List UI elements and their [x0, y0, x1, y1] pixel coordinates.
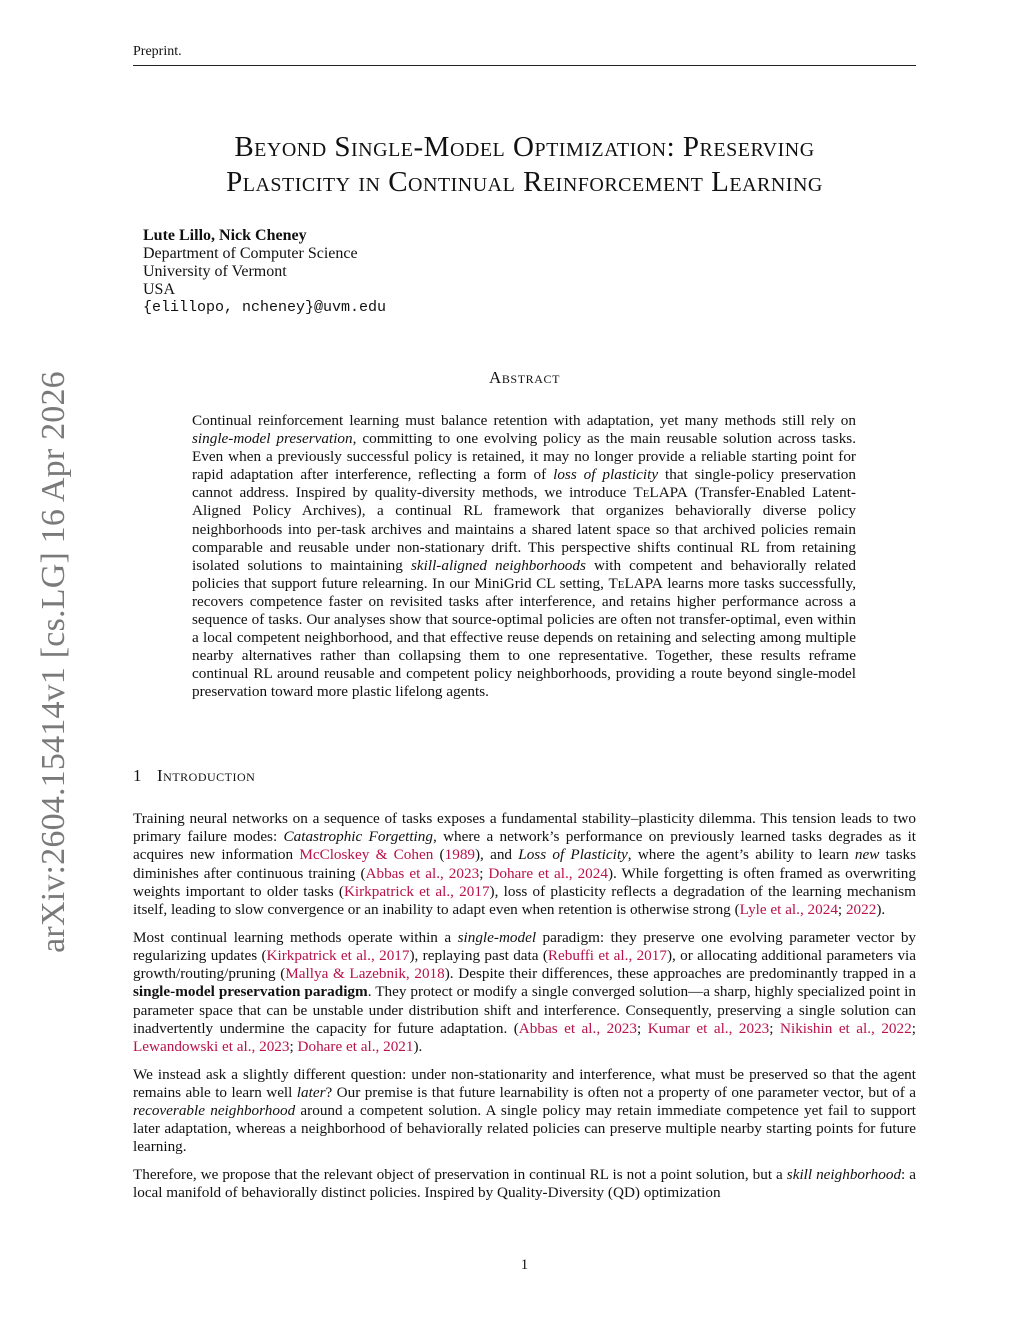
citation-link[interactable]: Kirkpatrick et al., 2017	[343, 882, 490, 900]
citation-link[interactable]: Nikishin et al., 2022	[780, 1019, 912, 1037]
title-line-1: Beyond Single-Model Optimization: Preserving	[234, 131, 815, 163]
section-number: 1	[133, 766, 142, 785]
running-head: Preprint.	[133, 44, 916, 66]
author-block	[143, 227, 386, 317]
citation-link[interactable]: Dohare et al., 2024	[488, 864, 608, 882]
title-line-2: Plasticity in Continual Reinforcement Learning	[226, 166, 823, 198]
citation-link[interactable]: McCloskey & Cohen	[299, 846, 434, 864]
method-name: TeLAPA	[633, 484, 688, 502]
citation-link[interactable]: Lewandowski et al., 2023	[133, 1037, 290, 1055]
intro-paragraph-1: Training neural networks on a sequence of tasks exposes a fundamental stability–plasticity dilemma. This tension leads to two primary failure modes: Catastrophic Forgetting, where a network’s performance on previously learned tasks degrades as it acquires new information McCloskey & Cohen (1989), and Loss of Plasticity, where the agent’s ability to learn new tasks diminishes after continuous training (Abbas et al., 2023; Dohare et al., 2024). While forgetting is often framed as overwriting weights important to older tasks (Kirkpatrick et al., 2017), loss of plasticity reflects a degradation of the learning mechanism itself, leading to slow convergence or an inability to adapt even when retention is otherwise strong (Lyle et al., 2024; 2022).	[133, 810, 917, 919]
paper-title	[133, 130, 916, 200]
citation-link[interactable]: Kumar et al., 2023	[647, 1019, 770, 1037]
section-title: Introduction	[157, 766, 256, 785]
author-country: USA	[143, 281, 176, 298]
page-number: 1	[520, 1257, 529, 1273]
citation-link[interactable]: Dohare et al., 2021	[297, 1037, 414, 1055]
citation-link[interactable]: 1989	[444, 846, 475, 864]
citation-link[interactable]: Mallya & Lazebnik, 2018	[285, 965, 445, 983]
method-name: TeLAPA	[608, 574, 663, 592]
citation-link[interactable]: 2022	[845, 901, 877, 919]
section-heading-introduction	[133, 766, 255, 786]
arxiv-identifier-stamp[interactable]: arXiv:2604.15414v1 [cs.LG] 16 Apr 2026	[35, 371, 72, 953]
citation-link[interactable]: Lyle et al., 2024	[739, 901, 838, 919]
citation-link[interactable]: Abbas et al., 2023	[518, 1019, 637, 1037]
citation-link[interactable]: Kirkpatrick et al., 2017	[266, 946, 410, 964]
abstract-body: Continual reinforcement learning must balance retention with adaptation, yet many methods still rely on single-model preservation, committing to one evolving policy as the main reusable solution across tasks. Even when a previously successful policy is retained, it may no longer provide a reliable starting point for rapid adaptation after interference, reflecting a form of loss of plasticity that single-policy preservation cannot address. Inspired by quality-diversity methods, we introduce TeLAPA (Transfer-Enabled Latent-Aligned Policy Archives), a continual RL framework that organizes behaviorally diverse policy neighborhoods into per-task archives and maintains a shared latent space so that archived policies remain comparable and reusable under non-stationary drift. This perspective shifts continual RL from retaining isolated solutions to maintaining skill-aligned neighborhoods with competent and behaviorally related policies that support future relearning. In our MiniGrid CL setting, TeLAPA learns more tasks successfully, recovers competence faster on revisited tasks after interference, and retains higher performance across a sequence of tasks. Our analyses show that source-optimal policies are often not transfer-optimal, even within a local competent neighborhood, and that effective reuse depends on retaining and selecting among multiple nearby alternatives rather than collapsing them to one representative. Together, these results reframe continual RL around reusable and competent policy neighborhoods, providing a route beyond single-model preservation toward more plastic lifelong agents.	[192, 412, 857, 701]
author-department: Department of Computer Science	[143, 245, 358, 262]
intro-paragraph-4: Therefore, we propose that the relevant object of preservation in continual RL is not a point solution, but a skill neighborhood: a local manifold of behaviorally distinct policies. Inspired by Quality-Diversity (QD) optimization	[133, 1166, 916, 1202]
author-names: Lute Lillo, Nick Cheney	[143, 227, 307, 244]
abstract-heading: Abstract	[488, 368, 561, 387]
intro-paragraph-2: Most continual learning methods operate within a single-model paradigm: they preserve one evolving parameter vector by regularizing updates (Kirkpatrick et al., 2017), replaying past data (Rebuffi et al., 2017), or allocating additional parameters via growth/routing/pruning (Mallya & Lazebnik, 2018). Despite their differences, these approaches are predominantly trapped in a single-model preservation paradigm. They protect or modify a single converged solution—a sharp, highly specialized point in parameter space that can be unstable under distribution shift and interference. Consequently, preserving a single solution can inadvertently undermine the capacity for future adaptation. (Abbas et al., 2023; Kumar et al., 2023; Nikishin et al., 2022; Lewandowski et al., 2023; Dohare et al., 2021).	[133, 928, 917, 1055]
author-university: University of Vermont	[143, 263, 287, 280]
author-email[interactable]: {elillopo, ncheney}@uvm.edu	[143, 299, 387, 316]
citation-link[interactable]: Rebuffi et al., 2017	[547, 946, 667, 964]
introduction-body	[133, 810, 916, 1212]
citation-link[interactable]: Abbas et al., 2023	[365, 864, 480, 882]
intro-paragraph-3: We instead ask a slightly different question: under non-stationarity and interference, what must be preserved so that the agent remains able to learn well later? Our premise is that future learnability is often not a property of one parameter vector, but of a recoverable neighborhood around a competent solution. A single policy may retain immediate competence yet fail to support later adaptation, whereas a neighborhood of behaviorally related policies can preserve multiple nearby starting points for future learning.	[133, 1065, 917, 1156]
